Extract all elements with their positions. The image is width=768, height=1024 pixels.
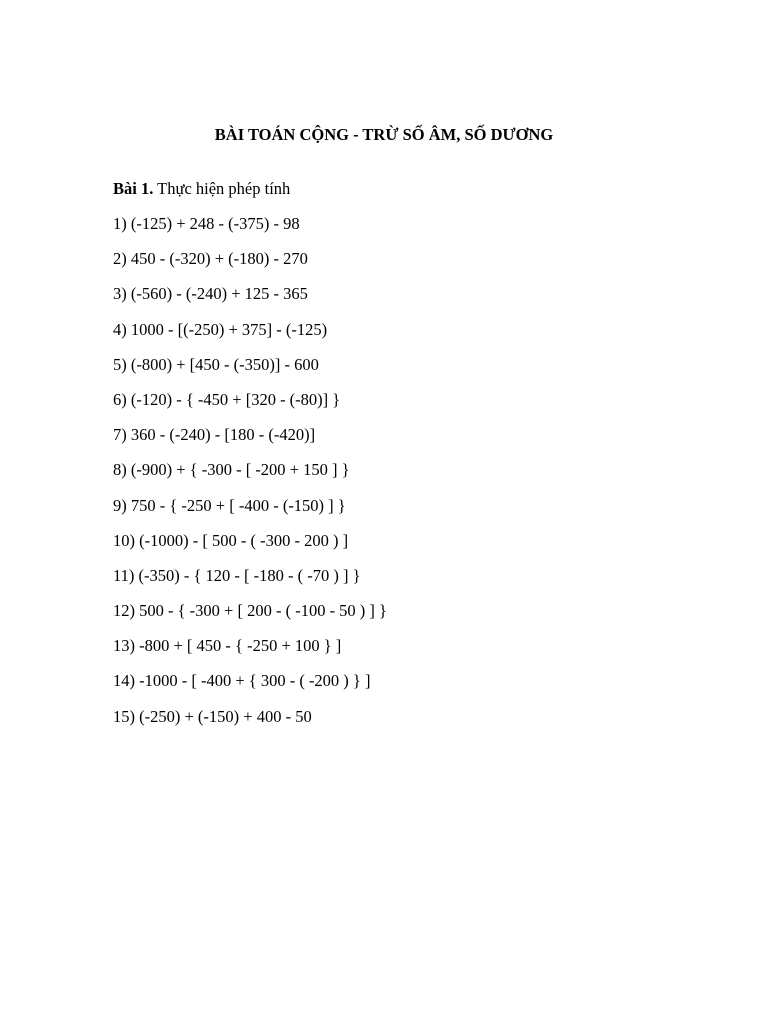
problem-item: 15) (-250) + (-150) + 400 - 50: [113, 706, 312, 726]
problem-item: 8) (-900) + { -300 - [ -200 + 150 ] }: [113, 460, 350, 480]
exercise-label: Bài 1.: [113, 179, 154, 198]
problem-item: 9) 750 - { -250 + [ -400 - (-150) ] }: [113, 495, 346, 515]
problem-item: 5) (-800) + [450 - (-350)] - 600: [113, 354, 319, 374]
problem-item: 1) (-125) + 248 - (-375) - 98: [113, 214, 300, 233]
problem-item: 13) -800 + [ 450 - { -250 + 100 } ]: [113, 636, 342, 656]
problem-item: 4) 1000 - [(-250) + 375] - (-125): [113, 319, 328, 339]
problem-item: 2) 450 - (-320) + (-180) - 270: [113, 249, 308, 269]
problem-list: [113, 213, 387, 741]
problem-item: 7) 360 - (-240) - [180 - (-420)]: [113, 425, 316, 445]
exercise-heading: [113, 178, 290, 200]
problem-item: 12) 500 - { -300 + [ 200 - ( -100 - 50 ) ] }: [113, 601, 387, 621]
problem-item: 11) (-350) - { 120 - [ -180 - ( -70 ) ] }: [113, 565, 361, 585]
problem-item: 3) (-560) - (-240) + 125 - 365: [113, 284, 308, 304]
problem-item: 14) -1000 - [ -400 + { 300 - ( -200 ) } ]: [113, 671, 371, 691]
problem-item: 10) (-1000) - [ 500 - ( -300 - 200 ) ]: [113, 530, 349, 550]
document-title: BÀI TOÁN CỘNG - TRỪ SỐ ÂM, SỐ DƯƠNG: [214, 125, 554, 144]
exercise-instruction: Thực hiện phép tính: [157, 179, 291, 198]
problem-item: 6) (-120) - { -450 + [320 - (-80)] }: [113, 389, 341, 409]
